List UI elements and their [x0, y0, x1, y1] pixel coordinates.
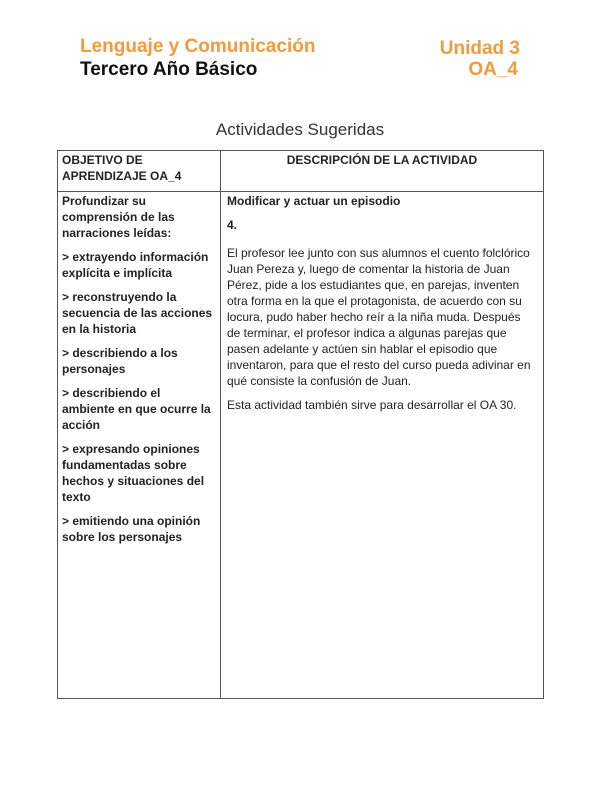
body-line: locura, pudo haber hecho reír a la niña muda. Después — [227, 310, 521, 324]
objective-item — [62, 513, 216, 545]
activities-table — [57, 150, 544, 699]
objective-line: personajes — [62, 362, 126, 376]
objective-line: secuencia de las acciones — [62, 306, 213, 320]
objective-line: > describiendo el — [62, 386, 161, 400]
unit-label: Unidad 3 — [439, 38, 520, 59]
activity-number: 4. — [227, 218, 238, 232]
table-row — [58, 192, 544, 699]
objective-line: > emitiendo una opinión — [62, 514, 201, 528]
objective-line: comprensión de las — [62, 210, 175, 224]
description-header: DESCRIPCIÓN DE LA ACTIVIDAD — [221, 151, 544, 192]
header-line: APRENDIZAJE OA_4 — [62, 169, 182, 183]
objective-item — [62, 249, 216, 281]
body-line: qué consiste la confusión de Juan. — [227, 374, 412, 388]
table-header-row — [58, 151, 544, 192]
objective-line: ambiente en que ocurre la — [62, 402, 211, 416]
objective-line: sobre los personajes — [62, 530, 183, 544]
objective-line: texto — [62, 490, 91, 504]
description-cell — [221, 192, 544, 699]
objective-item — [62, 385, 216, 433]
body-line: inventaron, para que el resto del curso pueda adivinar en — [227, 358, 531, 372]
objective-line: en la historia — [62, 322, 137, 336]
body-line: de terminar, el profesor indica a algunas parejas que — [227, 326, 507, 340]
objective-line: > describiendo a los — [62, 346, 178, 360]
objective-line: Profundizar su — [62, 194, 147, 208]
activity-title: Modificar y actuar un episodio — [227, 194, 401, 208]
body-line: Juan Pereza y, luego de comentar la historia de Juan — [227, 262, 510, 276]
objective-line: > extrayendo información — [62, 250, 209, 264]
activity-note: Esta actividad también sirve para desarrollar el OA 30. — [227, 398, 517, 412]
objective-item — [62, 345, 216, 377]
page-title: Actividades Sugeridas — [215, 120, 385, 139]
objective-line: explícita e implícita — [62, 266, 173, 280]
objective-line: fundamentadas sobre — [62, 458, 187, 472]
objectives-cell — [58, 192, 221, 699]
oa-label: OA_4 — [468, 59, 518, 80]
body-line: pasen adelante y actúen sin hablar el episodio que — [227, 342, 498, 356]
objective-line: hechos y situaciones del — [62, 474, 205, 488]
header-line: OBJETIVO DE — [62, 153, 143, 167]
activity-body — [227, 245, 537, 389]
body-line: Pérez, pide a los estudiantes que, en parejas, inventen — [227, 278, 520, 292]
subject-title: Lenguaje y Comunicación — [80, 36, 316, 57]
objective-line: narraciones leídas: — [62, 226, 172, 240]
objective-line: acción — [62, 418, 101, 432]
objective-line: > reconstruyendo la — [62, 290, 177, 304]
objective-item — [62, 289, 216, 337]
objective-item — [62, 193, 216, 241]
objective-line: > expresando opiniones — [62, 442, 200, 456]
objective-item — [62, 441, 216, 505]
body-line: El profesor lee junto con sus alumnos el cuento folclórico — [227, 246, 530, 260]
body-line: otra forma en la que el protagonista, de acuerdo con su — [227, 294, 522, 308]
grade-title: Tercero Año Básico — [80, 59, 258, 80]
objective-header — [58, 151, 221, 192]
